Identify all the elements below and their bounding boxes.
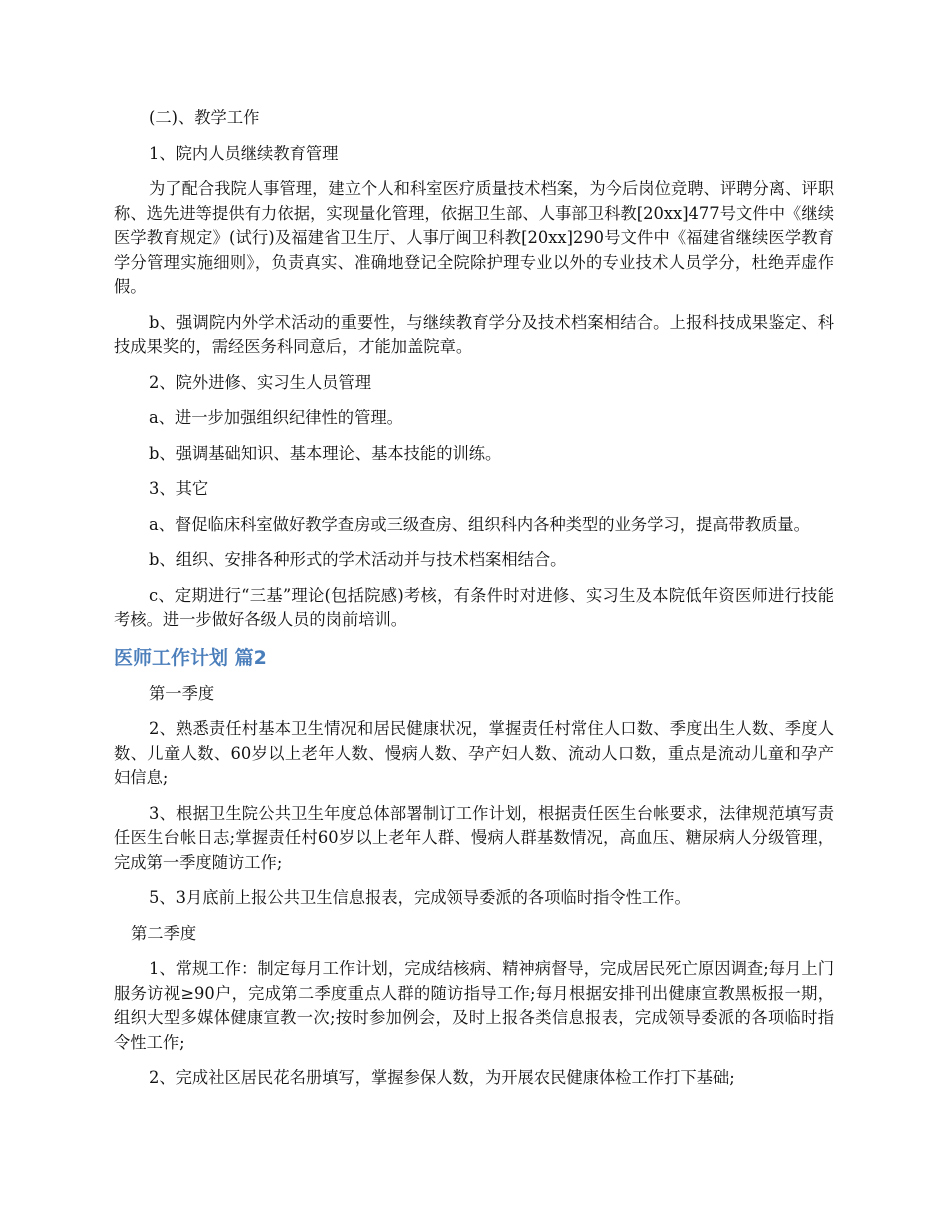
paragraph-teaching-rounds: a、督促临床科室做好教学查房或三级查房、组织科内各种类型的业务学习，提高带教质量。 [149,514,810,534]
paragraph-three-basics: c、定期进行“三基”理论(包括院感)考核，有条件时对进修、实习生及本院低年资医师进行技能考核。进一步做好各级人员的岗前培训。 [114,585,834,629]
paragraph-village-health: 2、熟悉责任村基本卫生情况和居民健康状况，掌握责任村常住人口数、季度出生人数、季度人数、儿童人数、60岁以上老年人数、慢病人数、孕产妇人数、流动人口数，重点是流动儿童和孕产妇信息; [114,719,834,787]
quarter-title-first: 第一季度 [149,683,215,703]
section-title-teaching: (二)、教学工作 [149,108,260,127]
article-heading: 医师工作计划 篇2 [114,646,267,669]
subsection-title-other: 3、其它 [149,479,209,498]
paragraph-academic-forms: b、组织、安排各种形式的学术活动并与技术档案相结合。 [149,550,567,569]
paragraph-work-plan: 3、根据卫生院公共卫生年度总体部署制订工作计划，根据责任医生台帐要求，法律规范填写责任医生台帐日志;掌握责任村60岁以上老年人群、慢病人群基数情况，高血压、糖尿病人分级管理，完成第一季度随访工作; [114,803,834,872]
paragraph-continuing-education: 为了配合我院人事管理，建立个人和科室医疗质量技术档案，为今后岗位竞聘、评聘分离、评职称、选先进等提供有力依据，实现量化管理，依据卫生部、人事部卫科教[20xx]477号文件中《继续医学教育规定》(试行)及福建省卫生厅、人事厅闽卫科教[20xx]290号文件中《福建省继续医学教育学分管理实施细则》，负责真实、准确地登记全院除护理专业以外的专业技术人员学分，杜绝弄虚作假。 [114,179,834,296]
paragraph-routine-work: 1、常规工作：制定每月工作计划，完成结核病、精神病督导，完成居民死亡原因调查;每月上门服务访视≥90户，完成第二季度重点人群的随访指导工作;每月根据安排刊出健康宣教黑板报一期，组织大型多媒体健康宣教一次;按时参加例会，及时上报各类信息报表，完成领导委派的各项临时指令性工作; [114,959,834,1052]
paragraph-basic-training: b、强调基础知识、基本理论、基本技能的训练。 [149,443,502,463]
subsection-title-trainee-management: 2、院外进修、实习生人员管理 [149,372,372,392]
paragraph-march-report: 5、3月底前上报公共卫生信息报表，完成领导委派的各项临时指令性工作。 [149,888,691,907]
paragraph-academic-activities: b、强调院内外学术活动的重要性，与继续教育学分及技术档案相结合。上报科技成果鉴定、科技成果奖的，需经医务科同意后，才能加盖院章。 [114,312,834,356]
subsection-title-continuing-education: 1、院内人员继续教育管理 [149,143,339,163]
paragraph-discipline: a、进一步加强组织纪律性的管理。 [149,408,403,427]
document-page [114,106,834,1102]
paragraph-resident-roster: 2、完成社区居民花名册填写，掌握参保人数，为开展农民健康体检工作打下基础; [149,1068,735,1087]
quarter-title-second: 第二季度 [131,923,197,943]
